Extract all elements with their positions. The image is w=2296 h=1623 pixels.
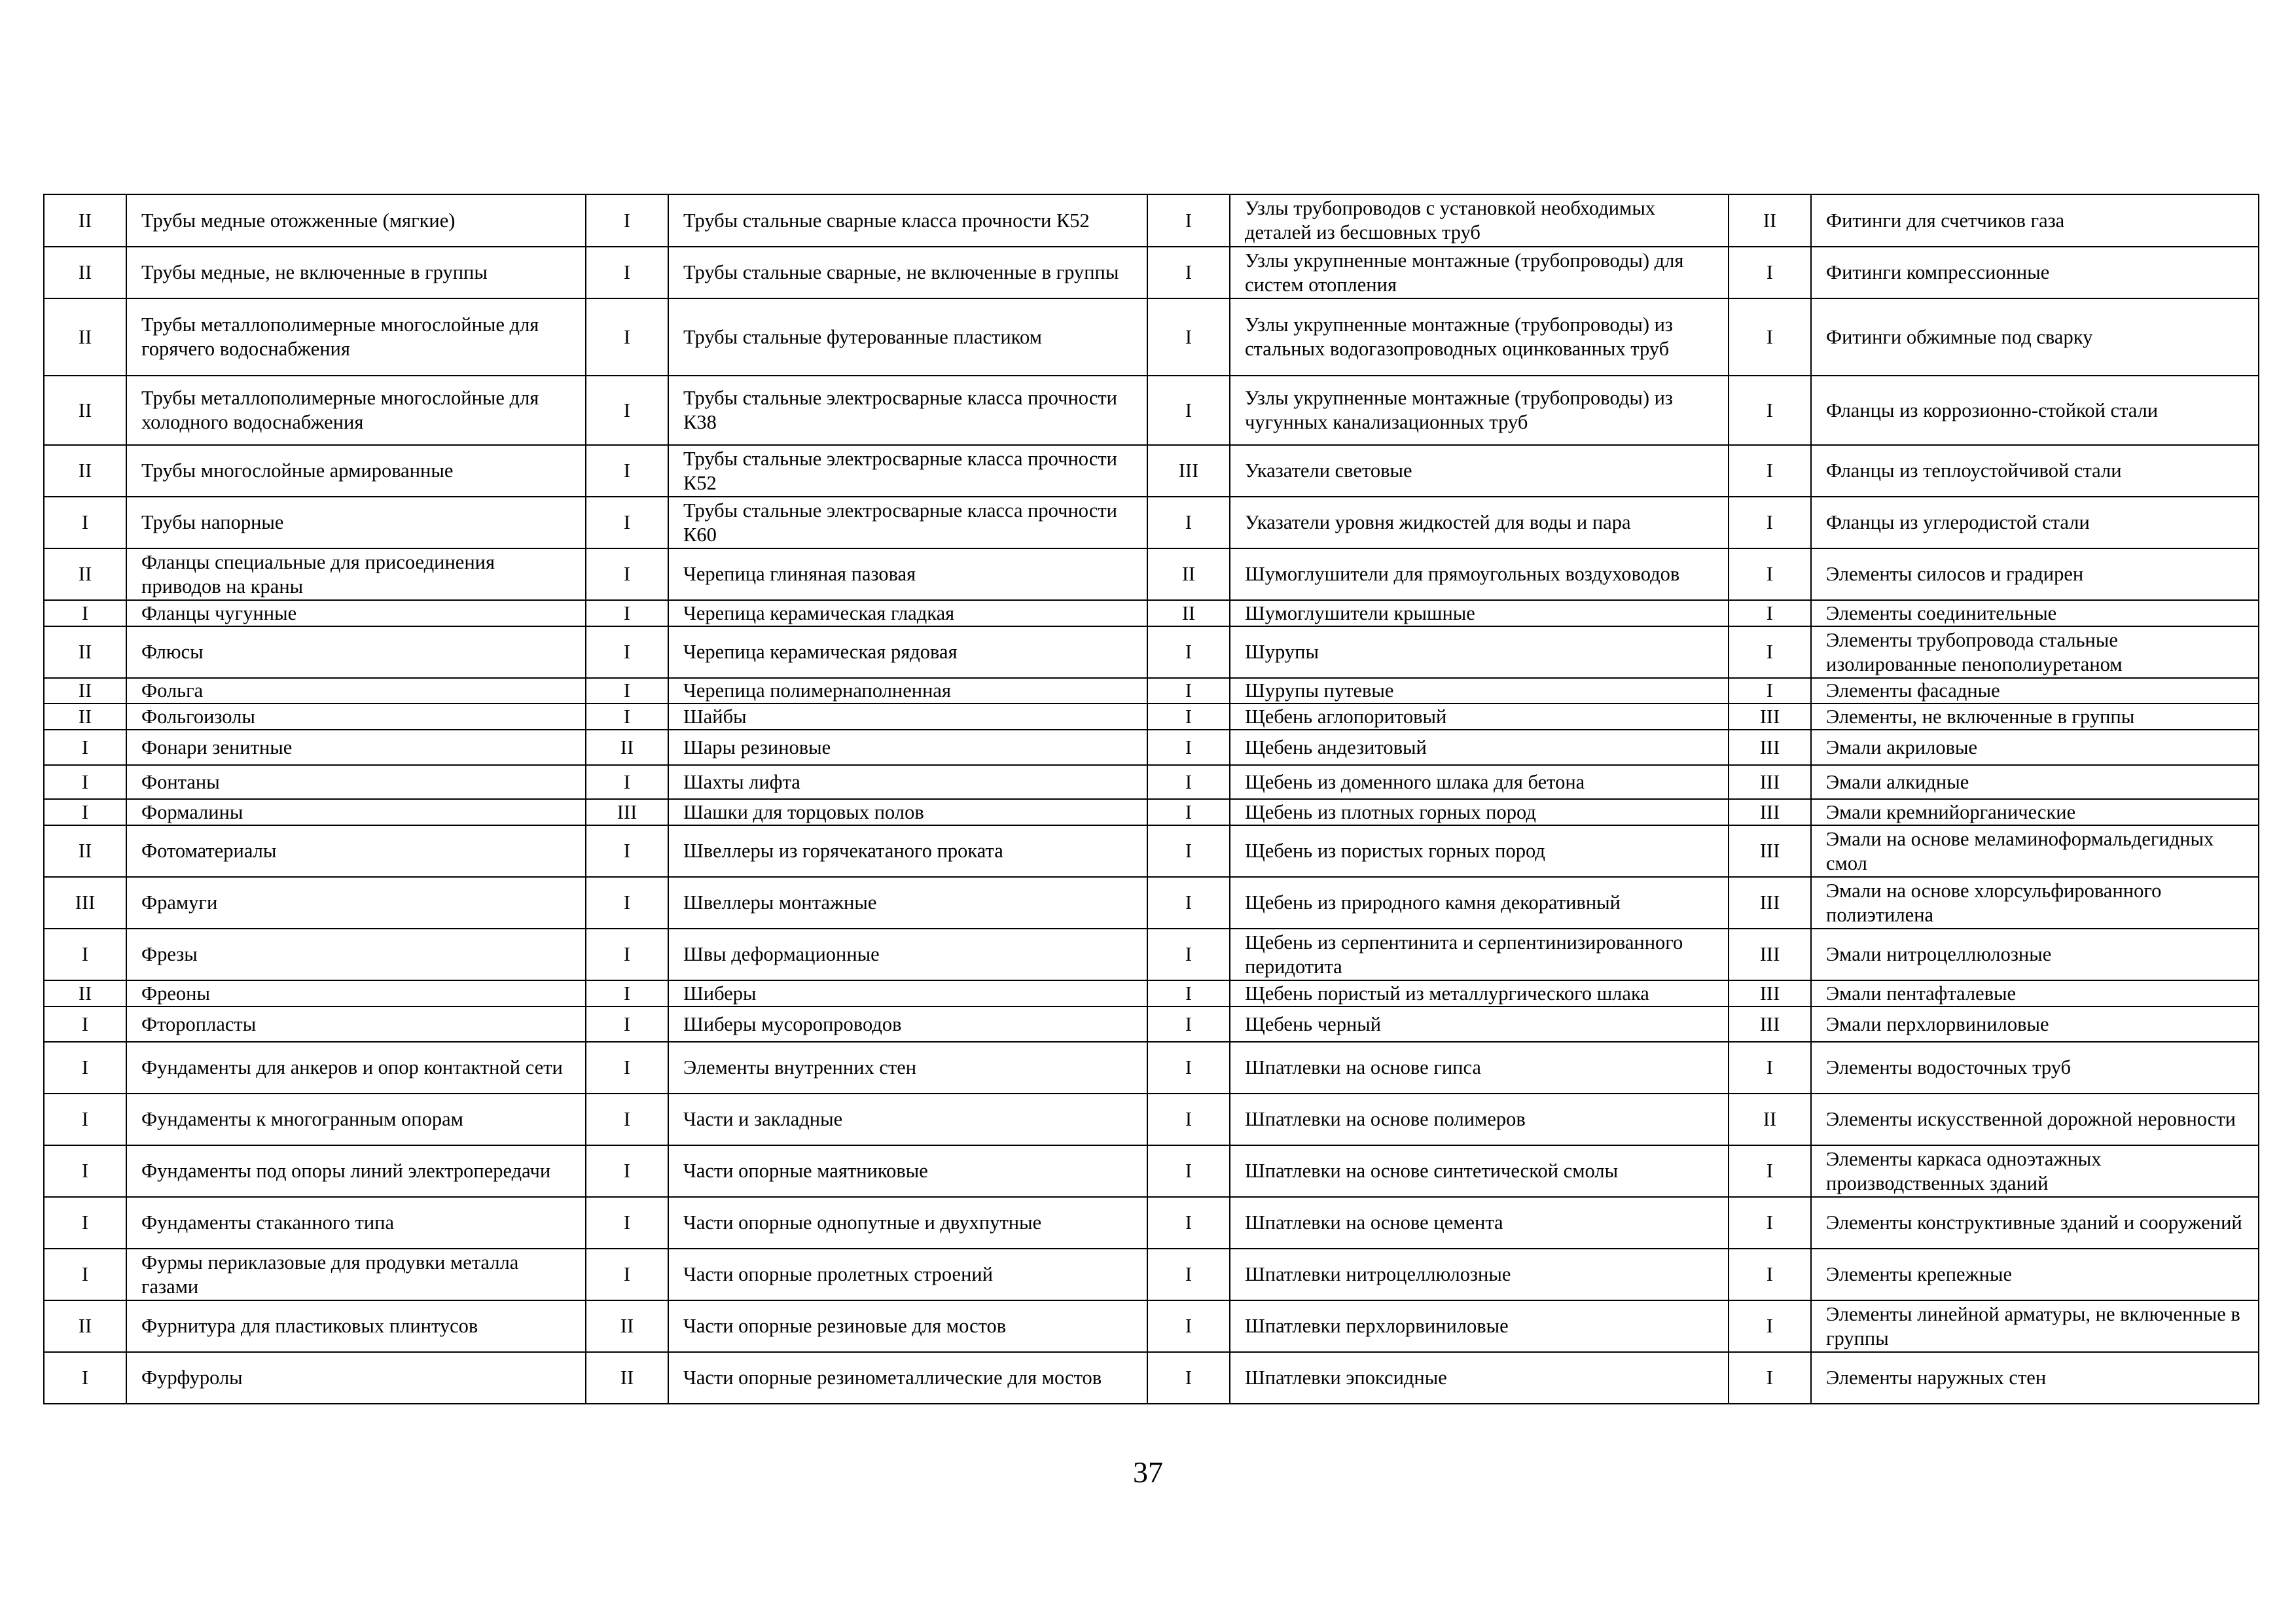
table-row (44, 626, 2259, 678)
hazard-class-cell: I (1729, 1249, 1811, 1300)
hazard-class-cell: I (44, 1007, 126, 1042)
product-name-cell: Фитинги для счетчиков газа (1811, 194, 2259, 247)
table-row (44, 1352, 2259, 1404)
hazard-class-cell: III (1147, 445, 1230, 497)
hazard-class-cell: I (1147, 799, 1230, 825)
product-name-cell: Фонтаны (126, 765, 586, 799)
hazard-class-cell: I (1729, 376, 1811, 445)
product-name-cell: Фрезы (126, 929, 586, 980)
table-row (44, 194, 2259, 247)
product-name-cell: Элементы конструктивные зданий и сооружений (1811, 1197, 2259, 1249)
product-name-cell: Щебень андезитовый (1230, 730, 1729, 765)
product-name-cell: Эмали алкидные (1811, 765, 2259, 799)
hazard-class-cell: I (586, 247, 668, 298)
product-name-cell: Элементы силосов и градирен (1811, 548, 2259, 600)
product-name-cell: Черепица керамическая гладкая (668, 600, 1147, 626)
table-row (44, 929, 2259, 980)
hazard-class-cell: I (1147, 765, 1230, 799)
hazard-class-cell: I (1147, 980, 1230, 1007)
hazard-class-cell: I (1147, 825, 1230, 877)
hazard-class-cell: I (1147, 730, 1230, 765)
product-name-cell: Фреоны (126, 980, 586, 1007)
product-name-cell: Трубы стальные электросварные класса прочности К38 (668, 376, 1147, 445)
hazard-class-cell: I (1147, 194, 1230, 247)
table-row (44, 247, 2259, 298)
hazard-class-cell: II (44, 626, 126, 678)
product-name-cell: Фланцы из теплоустойчивой стали (1811, 445, 2259, 497)
product-name-cell: Эмали пентафталевые (1811, 980, 2259, 1007)
product-name-cell: Трубы стальные электросварные класса прочности К60 (668, 497, 1147, 548)
product-name-cell: Щебень из пористых горных пород (1230, 825, 1729, 877)
hazard-class-cell: I (1147, 1145, 1230, 1197)
product-name-cell: Шпатлевки на основе гипса (1230, 1042, 1729, 1094)
product-name-cell: Черепица глиняная пазовая (668, 548, 1147, 600)
hazard-class-cell: II (44, 1300, 126, 1352)
product-name-cell: Эмали на основе хлорсульфированного полиэтилена (1811, 877, 2259, 929)
table-row (44, 298, 2259, 376)
table-row (44, 799, 2259, 825)
hazard-class-cell: III (44, 877, 126, 929)
product-name-cell: Эмали нитроцеллюлозные (1811, 929, 2259, 980)
table-row (44, 877, 2259, 929)
product-name-cell: Узлы укрупненные монтажные (трубопроводы) для систем отопления (1230, 247, 1729, 298)
hazard-class-cell: I (44, 765, 126, 799)
product-name-cell: Фундаменты под опоры линий электропередачи (126, 1145, 586, 1197)
hazard-class-cell: I (586, 678, 668, 704)
materials-table (43, 194, 2259, 1404)
product-name-cell: Указатели световые (1230, 445, 1729, 497)
hazard-class-cell: III (1729, 730, 1811, 765)
hazard-class-cell: I (586, 877, 668, 929)
product-name-cell: Шиберы (668, 980, 1147, 1007)
hazard-class-cell: I (586, 497, 668, 548)
product-name-cell: Шпатлевки на основе цемента (1230, 1197, 1729, 1249)
product-name-cell: Трубы медные отожженные (мягкие) (126, 194, 586, 247)
product-name-cell: Щебень аглопоритовый (1230, 704, 1729, 730)
hazard-class-cell: I (586, 704, 668, 730)
hazard-class-cell: II (44, 704, 126, 730)
product-name-cell: Элементы фасадные (1811, 678, 2259, 704)
product-name-cell: Шпатлевки нитроцеллюлозные (1230, 1249, 1729, 1300)
table-row (44, 497, 2259, 548)
hazard-class-cell: I (44, 1352, 126, 1404)
hazard-class-cell: II (1729, 194, 1811, 247)
hazard-class-cell: I (1729, 548, 1811, 600)
product-name-cell: Фитинги компрессионные (1811, 247, 2259, 298)
product-name-cell: Щебень из природного камня декоративный (1230, 877, 1729, 929)
product-name-cell: Эмали на основе меламиноформальдегидных смол (1811, 825, 2259, 877)
hazard-class-cell: II (44, 980, 126, 1007)
product-name-cell: Щебень из серпентинита и серпентинизированного перидотита (1230, 929, 1729, 980)
hazard-class-cell: I (1729, 1197, 1811, 1249)
product-name-cell: Трубы напорные (126, 497, 586, 548)
product-name-cell: Фольга (126, 678, 586, 704)
hazard-class-cell: I (1147, 1300, 1230, 1352)
product-name-cell: Элементы наружных стен (1811, 1352, 2259, 1404)
hazard-class-cell: I (1729, 497, 1811, 548)
product-name-cell: Эмали кремнийорганические (1811, 799, 2259, 825)
product-name-cell: Фонари зенитные (126, 730, 586, 765)
hazard-class-cell: III (1729, 877, 1811, 929)
product-name-cell: Эмали акриловые (1811, 730, 2259, 765)
hazard-class-cell: I (44, 1145, 126, 1197)
product-name-cell: Щебень пористый из металлургического шлака (1230, 980, 1729, 1007)
product-name-cell: Указатели уровня жидкостей для воды и пара (1230, 497, 1729, 548)
hazard-class-cell: I (1729, 1042, 1811, 1094)
product-name-cell: Фурмы периклазовые для продувки металла газами (126, 1249, 586, 1300)
hazard-class-cell: I (44, 1094, 126, 1145)
product-name-cell: Черепица полимернаполненная (668, 678, 1147, 704)
hazard-class-cell: II (1147, 548, 1230, 600)
product-name-cell: Элементы линейной арматуры, не включенные в группы (1811, 1300, 2259, 1352)
table-row (44, 1300, 2259, 1352)
product-name-cell: Трубы металлополимерные многослойные для холодного водоснабжения (126, 376, 586, 445)
hazard-class-cell: I (586, 600, 668, 626)
table-row (44, 1197, 2259, 1249)
table-row (44, 1249, 2259, 1300)
product-name-cell: Части и закладные (668, 1094, 1147, 1145)
product-name-cell: Элементы внутренних стен (668, 1042, 1147, 1094)
hazard-class-cell: I (1147, 1197, 1230, 1249)
product-name-cell: Шурупы (1230, 626, 1729, 678)
hazard-class-cell: III (1729, 825, 1811, 877)
materials-table-body (44, 194, 2259, 1404)
hazard-class-cell: I (586, 626, 668, 678)
hazard-class-cell: I (1147, 877, 1230, 929)
hazard-class-cell: I (1147, 1007, 1230, 1042)
hazard-class-cell: I (1147, 298, 1230, 376)
hazard-class-cell: I (44, 799, 126, 825)
table-row (44, 376, 2259, 445)
hazard-class-cell: III (1729, 929, 1811, 980)
page-number: 37 (1133, 1455, 1163, 1489)
product-name-cell: Шпатлевки на основе синтетической смолы (1230, 1145, 1729, 1197)
product-name-cell: Части опорные однопутные и двухпутные (668, 1197, 1147, 1249)
product-name-cell: Щебень из доменного шлака для бетона (1230, 765, 1729, 799)
hazard-class-cell: II (44, 445, 126, 497)
hazard-class-cell: I (44, 497, 126, 548)
product-name-cell: Шары резиновые (668, 730, 1147, 765)
hazard-class-cell: III (586, 799, 668, 825)
product-name-cell: Шиберы мусоропроводов (668, 1007, 1147, 1042)
hazard-class-cell: II (44, 376, 126, 445)
hazard-class-cell: II (44, 678, 126, 704)
product-name-cell: Эмали перхлорвиниловые (1811, 1007, 2259, 1042)
hazard-class-cell: I (1147, 626, 1230, 678)
product-name-cell: Фланцы специальные для присоединения приводов на краны (126, 548, 586, 600)
product-name-cell: Шурупы путевые (1230, 678, 1729, 704)
product-name-cell: Элементы крепежные (1811, 1249, 2259, 1300)
product-name-cell: Узлы укрупненные монтажные (трубопроводы) из чугунных канализационных труб (1230, 376, 1729, 445)
hazard-class-cell: I (44, 1249, 126, 1300)
hazard-class-cell: I (586, 929, 668, 980)
product-name-cell: Фланцы чугунные (126, 600, 586, 626)
hazard-class-cell: II (586, 1352, 668, 1404)
product-name-cell: Узлы укрупненные монтажные (трубопроводы) из стальных водогазопроводных оцинкованных труб (1230, 298, 1729, 376)
product-name-cell: Узлы трубопроводов с установкой необходимых деталей из бесшовных труб (1230, 194, 1729, 247)
hazard-class-cell: I (1147, 678, 1230, 704)
product-name-cell: Трубы стальные электросварные класса прочности К52 (668, 445, 1147, 497)
product-name-cell: Элементы соединительные (1811, 600, 2259, 626)
hazard-class-cell: II (44, 825, 126, 877)
product-name-cell: Фрамуги (126, 877, 586, 929)
table-row (44, 704, 2259, 730)
hazard-class-cell: I (1729, 626, 1811, 678)
product-name-cell: Фланцы из углеродистой стали (1811, 497, 2259, 548)
hazard-class-cell: III (1729, 980, 1811, 1007)
hazard-class-cell: I (1147, 497, 1230, 548)
product-name-cell: Щебень из плотных горных пород (1230, 799, 1729, 825)
product-name-cell: Формалины (126, 799, 586, 825)
product-name-cell: Фольгоизолы (126, 704, 586, 730)
table-row (44, 678, 2259, 704)
hazard-class-cell: I (1729, 445, 1811, 497)
product-name-cell: Швеллеры из горячекатаного проката (668, 825, 1147, 877)
product-name-cell: Фланцы из коррозионно-стойкой стали (1811, 376, 2259, 445)
hazard-class-cell: II (44, 194, 126, 247)
hazard-class-cell: I (1729, 298, 1811, 376)
table-row (44, 600, 2259, 626)
product-name-cell: Фотоматериалы (126, 825, 586, 877)
table-row (44, 1094, 2259, 1145)
hazard-class-cell: I (1147, 1352, 1230, 1404)
hazard-class-cell: I (586, 1197, 668, 1249)
product-name-cell: Щебень черный (1230, 1007, 1729, 1042)
product-name-cell: Фурнитура для пластиковых плинтусов (126, 1300, 586, 1352)
hazard-class-cell: II (44, 548, 126, 600)
table-row (44, 980, 2259, 1007)
product-name-cell: Элементы каркаса одноэтажных производственных зданий (1811, 1145, 2259, 1197)
product-name-cell: Трубы многослойные армированные (126, 445, 586, 497)
product-name-cell: Фурфуролы (126, 1352, 586, 1404)
product-name-cell: Фундаменты для анкеров и опор контактной сети (126, 1042, 586, 1094)
product-name-cell: Трубы металлополимерные многослойные для горячего водоснабжения (126, 298, 586, 376)
product-name-cell: Шпатлевки перхлорвиниловые (1230, 1300, 1729, 1352)
product-name-cell: Шумоглушители для прямоугольных воздуховодов (1230, 548, 1729, 600)
hazard-class-cell: I (44, 1197, 126, 1249)
product-name-cell: Швы деформационные (668, 929, 1147, 980)
product-name-cell: Трубы стальные футерованные пластиком (668, 298, 1147, 376)
hazard-class-cell: I (1147, 929, 1230, 980)
hazard-class-cell: I (1729, 1352, 1811, 1404)
hazard-class-cell: III (1729, 1007, 1811, 1042)
table-row (44, 1145, 2259, 1197)
table-row (44, 445, 2259, 497)
product-name-cell: Флюсы (126, 626, 586, 678)
hazard-class-cell: I (1147, 376, 1230, 445)
product-name-cell: Части опорные пролетных строений (668, 1249, 1147, 1300)
table-row (44, 548, 2259, 600)
product-name-cell: Части опорные резиновые для мостов (668, 1300, 1147, 1352)
hazard-class-cell: I (586, 1249, 668, 1300)
hazard-class-cell: I (586, 194, 668, 247)
product-name-cell: Фторопласты (126, 1007, 586, 1042)
product-name-cell: Фундаменты стаканного типа (126, 1197, 586, 1249)
hazard-class-cell: III (1729, 799, 1811, 825)
hazard-class-cell: I (1147, 247, 1230, 298)
table-row (44, 730, 2259, 765)
hazard-class-cell: I (1729, 600, 1811, 626)
hazard-class-cell: I (44, 730, 126, 765)
hazard-class-cell: I (1147, 704, 1230, 730)
hazard-class-cell: I (586, 298, 668, 376)
product-name-cell: Части опорные резинометаллические для мостов (668, 1352, 1147, 1404)
product-name-cell: Шашки для торцовых полов (668, 799, 1147, 825)
product-name-cell: Элементы, не включенные в группы (1811, 704, 2259, 730)
hazard-class-cell: III (1729, 765, 1811, 799)
hazard-class-cell: II (44, 298, 126, 376)
hazard-class-cell: I (586, 445, 668, 497)
hazard-class-cell: I (44, 929, 126, 980)
product-name-cell: Шайбы (668, 704, 1147, 730)
product-name-cell: Шпатлевки на основе полимеров (1230, 1094, 1729, 1145)
table-row (44, 1042, 2259, 1094)
hazard-class-cell: I (1729, 247, 1811, 298)
hazard-class-cell: I (44, 1042, 126, 1094)
table-row (44, 825, 2259, 877)
hazard-class-cell: I (586, 825, 668, 877)
hazard-class-cell: I (1729, 678, 1811, 704)
hazard-class-cell: II (586, 730, 668, 765)
hazard-class-cell: I (1147, 1094, 1230, 1145)
product-name-cell: Шахты лифта (668, 765, 1147, 799)
hazard-class-cell: II (44, 247, 126, 298)
hazard-class-cell: I (586, 376, 668, 445)
product-name-cell: Трубы стальные сварные класса прочности К52 (668, 194, 1147, 247)
product-name-cell: Части опорные маятниковые (668, 1145, 1147, 1197)
product-name-cell: Фундаменты к многогранным опорам (126, 1094, 586, 1145)
product-name-cell: Трубы медные, не включенные в группы (126, 247, 586, 298)
hazard-class-cell: I (1147, 1249, 1230, 1300)
hazard-class-cell: I (1729, 1300, 1811, 1352)
product-name-cell: Элементы трубопровода стальные изолированные пенополиуретаном (1811, 626, 2259, 678)
hazard-class-cell: I (586, 765, 668, 799)
hazard-class-cell: II (586, 1300, 668, 1352)
product-name-cell: Трубы стальные сварные, не включенные в группы (668, 247, 1147, 298)
hazard-class-cell: I (586, 980, 668, 1007)
hazard-class-cell: I (586, 1042, 668, 1094)
hazard-class-cell: II (1729, 1094, 1811, 1145)
hazard-class-cell: I (586, 548, 668, 600)
product-name-cell: Шпатлевки эпоксидные (1230, 1352, 1729, 1404)
hazard-class-cell: I (586, 1007, 668, 1042)
hazard-class-cell: I (1147, 1042, 1230, 1094)
product-name-cell: Шумоглушители крышные (1230, 600, 1729, 626)
hazard-class-cell: III (1729, 704, 1811, 730)
product-name-cell: Элементы искусственной дорожной неровности (1811, 1094, 2259, 1145)
hazard-class-cell: I (586, 1094, 668, 1145)
hazard-class-cell: I (586, 1145, 668, 1197)
product-name-cell: Элементы водосточных труб (1811, 1042, 2259, 1094)
hazard-class-cell: I (44, 600, 126, 626)
product-name-cell: Швеллеры монтажные (668, 877, 1147, 929)
table-row (44, 765, 2259, 799)
product-name-cell: Фитинги обжимные под сварку (1811, 298, 2259, 376)
hazard-class-cell: I (1729, 1145, 1811, 1197)
product-name-cell: Черепица керамическая рядовая (668, 626, 1147, 678)
hazard-class-cell: II (1147, 600, 1230, 626)
table-row (44, 1007, 2259, 1042)
